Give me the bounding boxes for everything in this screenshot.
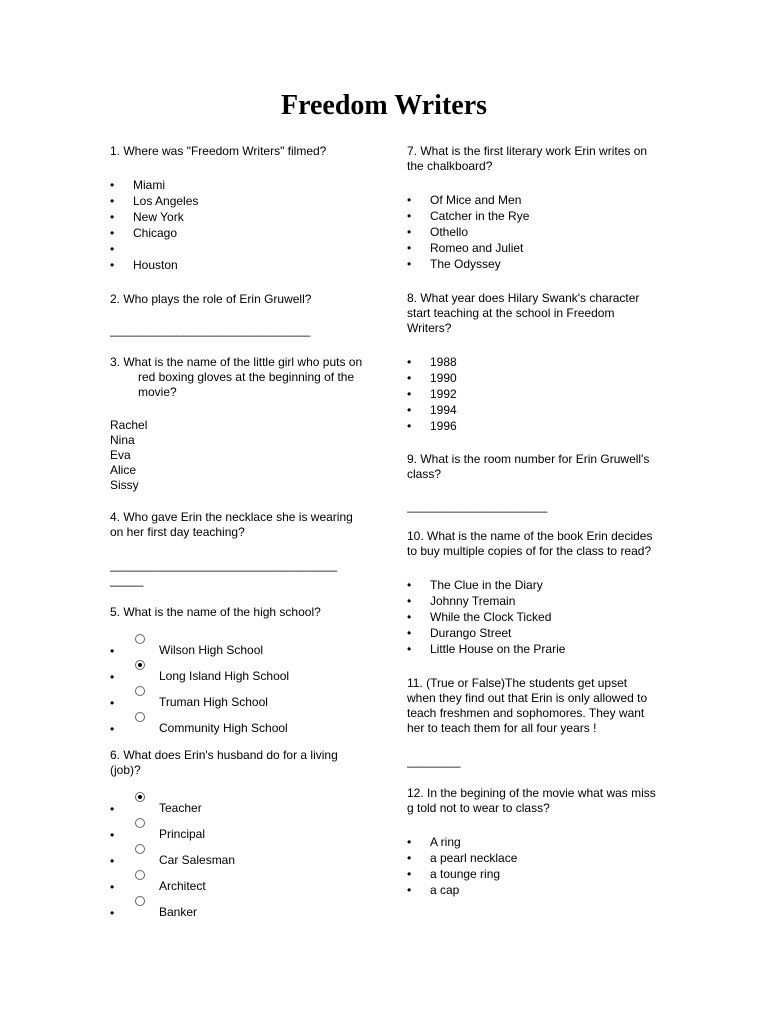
question-6-options <box>110 792 368 922</box>
bullet-icon: • <box>110 194 115 208</box>
list-item: • Of Mice and Men <box>407 193 522 207</box>
list-item: • Othello <box>407 225 469 239</box>
radio-button[interactable] <box>135 896 145 906</box>
radio-button[interactable] <box>135 818 145 828</box>
bullet-icon: • <box>407 578 412 592</box>
radio-option[interactable]: • Teacher <box>110 792 368 818</box>
bullet-icon: • <box>407 867 412 881</box>
question-3: 3. What is the name of the little girl who puts on red boxing gloves at the beginning of the movie? <box>110 355 363 399</box>
bullet-icon: • <box>110 802 115 816</box>
list-item: • a cap <box>407 883 460 897</box>
radio-option[interactable]: • Wilson High School <box>110 634 368 660</box>
radio-button[interactable] <box>135 686 145 696</box>
question-6: 6. What does Erin's husband do for a living (job)? <box>110 748 338 777</box>
question-5: 5. What is the name of the high school? <box>110 605 321 619</box>
page-title: Freedom Writers <box>280 90 488 121</box>
bullet-icon: • <box>407 642 412 656</box>
bullet-icon: • <box>407 371 412 385</box>
list-item: • 1988 <box>407 355 457 369</box>
radio-button[interactable] <box>135 712 145 722</box>
right-column <box>407 144 657 899</box>
bullet-icon: • <box>110 644 115 658</box>
question-2: 2. Who plays the role of Erin Gruwell? <box>110 292 312 306</box>
radio-option[interactable]: • Banker <box>110 896 368 922</box>
bullet-icon: • <box>407 883 412 897</box>
question-10-options <box>407 578 657 658</box>
list-item: • 1994 <box>407 403 457 417</box>
question-7: 7. What is the first literary work Erin writes on the chalkboard? <box>407 144 648 173</box>
radio-option[interactable]: • Truman High School <box>110 686 368 712</box>
bullet-icon: • <box>110 828 115 842</box>
answer-option: Eva <box>110 448 131 462</box>
question-4: 4. Who gave Erin the necklace she is wearing on her first day teaching? <box>110 510 353 539</box>
answer-option: Nina <box>110 433 135 447</box>
bullet-icon: • <box>110 722 115 736</box>
radio-option[interactable]: • Long Island High School <box>110 660 368 686</box>
bullet-icon: • <box>407 225 412 239</box>
question-10: 10. What is the name of the book Erin decides to buy multiple copies of for the class to read? <box>407 529 653 558</box>
answer-option: Sissy <box>110 478 139 492</box>
radio-button-selected[interactable] <box>135 660 145 670</box>
list-item: • Miami <box>110 178 165 192</box>
bullet-icon: • <box>110 696 115 710</box>
question-1-options <box>110 178 368 274</box>
list-item <box>110 242 368 258</box>
bullet-icon: • <box>110 226 115 240</box>
list-item: • A ring <box>407 835 461 849</box>
radio-option[interactable]: • Community High School <box>110 712 368 738</box>
question-8-options <box>407 355 657 435</box>
bullet-icon: • <box>110 880 115 894</box>
bullet-icon: • <box>407 851 412 865</box>
bullet-icon: • <box>407 355 412 369</box>
list-item: • Chicago <box>110 226 178 240</box>
answer-option: Alice <box>110 463 137 477</box>
list-item: • a tounge ring <box>407 867 501 881</box>
bullet-icon: • <box>407 403 412 417</box>
answer-blank: __________________________________ <box>110 558 337 572</box>
bullet-icon: • <box>110 854 115 868</box>
bullet-icon: • <box>407 419 412 433</box>
bullet-icon: • <box>407 610 412 624</box>
list-item: • New York <box>110 210 184 224</box>
bullet-icon: • <box>110 258 115 272</box>
bullet-icon: • <box>110 210 115 224</box>
question-5-options <box>110 634 368 738</box>
radio-option[interactable]: • Car Salesman <box>110 844 368 870</box>
left-column <box>110 144 368 922</box>
bullet-icon: • <box>407 257 412 271</box>
radio-option[interactable]: • Principal <box>110 818 368 844</box>
bullet-icon: • <box>407 594 412 608</box>
list-item: • Durango Street <box>407 626 512 640</box>
answer-blank-continued: _____ <box>110 573 144 587</box>
list-item: • Little House on the Prarie <box>407 642 566 656</box>
answer-blank: ______________________________ <box>110 323 311 337</box>
bullet-icon: • <box>407 387 412 401</box>
question-9: 9. What is the room number for Erin Gruwell's class? <box>407 452 650 481</box>
list-item: • Los Angeles <box>110 194 199 208</box>
answer-option: Rachel <box>110 418 148 432</box>
bullet-icon: • <box>110 906 115 920</box>
question-11: 11. (True or False)The students get upset when they find out that Erin is only allowed to teach freshmen and sophomores. They want her to teach them for all four years ! <box>407 676 648 735</box>
radio-button[interactable] <box>135 844 145 854</box>
radio-button-selected[interactable] <box>135 792 145 802</box>
bullet-icon: • <box>110 670 115 684</box>
list-item: • Catcher in the Rye <box>407 209 530 223</box>
answer-blank: ________ <box>407 754 461 768</box>
list-item: • 1996 <box>407 419 457 433</box>
bullet-icon: • <box>110 242 115 256</box>
radio-button[interactable] <box>135 870 145 880</box>
answer-blank: _____________________ <box>407 499 548 513</box>
bullet-icon: • <box>407 835 412 849</box>
list-item: • 1990 <box>407 371 457 385</box>
list-item: • a pearl necklace <box>407 851 518 865</box>
question-3-options <box>110 418 368 493</box>
list-item: • Johnny Tremain <box>407 594 516 608</box>
question-12-options <box>407 835 657 899</box>
list-item: • The Odyssey <box>407 257 501 271</box>
list-item: • Romeo and Juliet <box>407 241 524 255</box>
bullet-icon: • <box>407 209 412 223</box>
question-1: 1. Where was "Freedom Writers" filmed? <box>110 144 327 158</box>
bullet-icon: • <box>407 193 412 207</box>
list-item: • The Clue in the Diary <box>407 578 543 592</box>
question-8: 8. What year does Hilary Swank's character start teaching at the school in Freedom Writers? <box>407 291 640 335</box>
bullet-icon: • <box>407 241 412 255</box>
radio-option[interactable]: • Architect <box>110 870 368 896</box>
question-7-options <box>407 193 657 273</box>
list-item: • While the Clock Ticked <box>407 610 552 624</box>
question-12: 12. In the begining of the movie what was miss g told not to wear to class? <box>407 786 656 815</box>
list-item: • 1992 <box>407 387 457 401</box>
bullet-icon: • <box>110 178 115 192</box>
radio-button[interactable] <box>135 634 145 644</box>
list-item: • Houston <box>110 258 178 272</box>
bullet-icon: • <box>407 626 412 640</box>
